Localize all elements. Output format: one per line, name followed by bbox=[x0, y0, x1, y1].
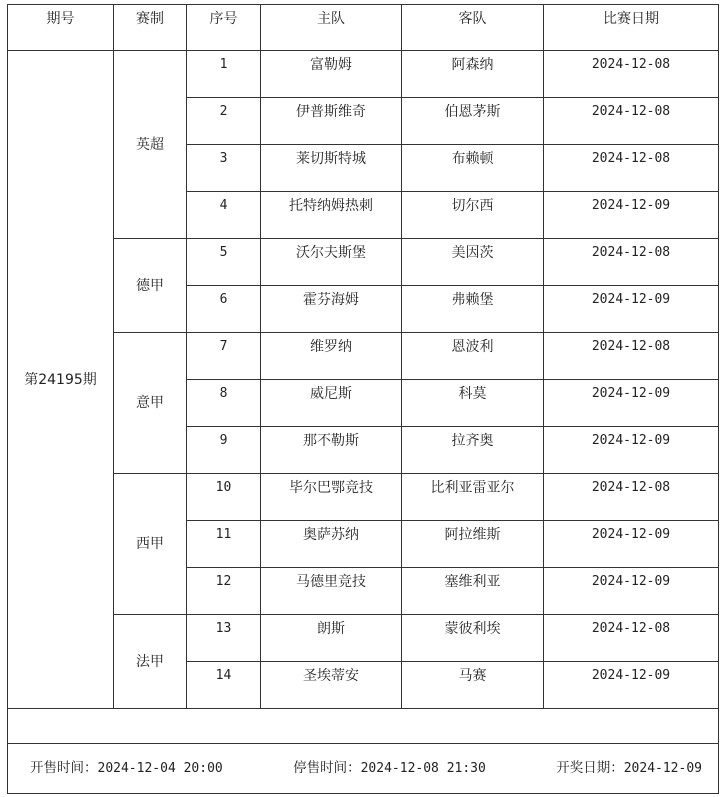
sale-open-value: 2024-12-04 20:00 bbox=[97, 761, 223, 776]
footer-cell bbox=[8, 744, 719, 794]
header-home-team: 主队 bbox=[261, 5, 402, 51]
home-team: 霍芬海姆 bbox=[261, 286, 402, 333]
header-issue: 期号 bbox=[8, 5, 114, 51]
match-number: 12 bbox=[187, 568, 261, 615]
match-number: 3 bbox=[187, 145, 261, 192]
match-date: 2024-12-09 bbox=[544, 521, 719, 568]
footer-row bbox=[8, 744, 719, 794]
home-team: 伊普斯维奇 bbox=[261, 98, 402, 145]
match-number: 10 bbox=[187, 474, 261, 521]
match-date: 2024-12-09 bbox=[544, 662, 719, 709]
match-number: 13 bbox=[187, 615, 261, 662]
match-date: 2024-12-08 bbox=[544, 239, 719, 286]
league-cell: 德甲 bbox=[114, 239, 187, 333]
sale-open-label: 开售时间： bbox=[30, 760, 98, 776]
home-team: 富勒姆 bbox=[261, 51, 402, 98]
match-date: 2024-12-08 bbox=[544, 98, 719, 145]
home-team: 沃尔夫斯堡 bbox=[261, 239, 402, 286]
match-number: 6 bbox=[187, 286, 261, 333]
home-team: 托特纳姆热刺 bbox=[261, 192, 402, 239]
match-number: 5 bbox=[187, 239, 261, 286]
sale-close-label: 停售时间： bbox=[293, 760, 361, 776]
home-team: 马德里竞技 bbox=[261, 568, 402, 615]
away-team: 比利亚雷亚尔 bbox=[402, 474, 544, 521]
home-team: 圣埃蒂安 bbox=[261, 662, 402, 709]
header-league: 赛制 bbox=[114, 5, 187, 51]
match-row bbox=[8, 615, 719, 662]
league-cell: 英超 bbox=[114, 51, 187, 239]
match-number: 8 bbox=[187, 380, 261, 427]
league-cell: 法甲 bbox=[114, 615, 187, 709]
league-cell: 西甲 bbox=[114, 474, 187, 615]
away-team: 伯恩茅斯 bbox=[402, 98, 544, 145]
blank-cell bbox=[8, 709, 719, 744]
draw-date-label: 开奖日期： bbox=[556, 760, 624, 776]
match-date: 2024-12-08 bbox=[544, 333, 719, 380]
match-number: 4 bbox=[187, 192, 261, 239]
header-number: 序号 bbox=[187, 5, 261, 51]
match-date: 2024-12-09 bbox=[544, 427, 719, 474]
away-team: 美因茨 bbox=[402, 239, 544, 286]
away-team: 科莫 bbox=[402, 380, 544, 427]
match-number: 2 bbox=[187, 98, 261, 145]
match-date: 2024-12-08 bbox=[544, 615, 719, 662]
match-number: 11 bbox=[187, 521, 261, 568]
away-team: 拉齐奥 bbox=[402, 427, 544, 474]
home-team: 朗斯 bbox=[261, 615, 402, 662]
match-number: 9 bbox=[187, 427, 261, 474]
home-team: 毕尔巴鄂竞技 bbox=[261, 474, 402, 521]
match-date: 2024-12-08 bbox=[544, 474, 719, 521]
away-team: 塞维利亚 bbox=[402, 568, 544, 615]
match-schedule-table bbox=[7, 4, 719, 794]
draw-date bbox=[556, 759, 702, 778]
match-row bbox=[8, 474, 719, 521]
sale-open-time bbox=[30, 759, 223, 778]
footer-info bbox=[8, 759, 718, 778]
home-team: 奥萨苏纳 bbox=[261, 521, 402, 568]
match-row bbox=[8, 51, 719, 98]
blank-row bbox=[8, 709, 719, 744]
match-date: 2024-12-08 bbox=[544, 51, 719, 98]
match-date: 2024-12-09 bbox=[544, 192, 719, 239]
away-team: 布赖顿 bbox=[402, 145, 544, 192]
home-team: 维罗纳 bbox=[261, 333, 402, 380]
match-date: 2024-12-09 bbox=[544, 286, 719, 333]
home-team: 威尼斯 bbox=[261, 380, 402, 427]
draw-date-value: 2024-12-09 bbox=[623, 761, 702, 776]
match-row bbox=[8, 239, 719, 286]
issue-cell: 第24195期 bbox=[8, 51, 114, 709]
away-team: 恩波利 bbox=[402, 333, 544, 380]
match-number: 1 bbox=[187, 51, 261, 98]
sale-close-value: 2024-12-08 21:30 bbox=[360, 761, 486, 776]
match-date: 2024-12-09 bbox=[544, 568, 719, 615]
sale-close-time bbox=[293, 759, 486, 778]
away-team: 马赛 bbox=[402, 662, 544, 709]
header-match-date: 比赛日期 bbox=[544, 5, 719, 51]
away-team: 阿拉维斯 bbox=[402, 521, 544, 568]
home-team: 那不勒斯 bbox=[261, 427, 402, 474]
match-date: 2024-12-08 bbox=[544, 145, 719, 192]
match-number: 7 bbox=[187, 333, 261, 380]
away-team: 切尔西 bbox=[402, 192, 544, 239]
match-number: 14 bbox=[187, 662, 261, 709]
league-cell: 意甲 bbox=[114, 333, 187, 474]
away-team: 蒙彼利埃 bbox=[402, 615, 544, 662]
home-team: 莱切斯特城 bbox=[261, 145, 402, 192]
away-team: 阿森纳 bbox=[402, 51, 544, 98]
away-team: 弗赖堡 bbox=[402, 286, 544, 333]
match-row bbox=[8, 333, 719, 380]
header-row bbox=[8, 5, 719, 51]
header-away-team: 客队 bbox=[402, 5, 544, 51]
match-date: 2024-12-09 bbox=[544, 380, 719, 427]
